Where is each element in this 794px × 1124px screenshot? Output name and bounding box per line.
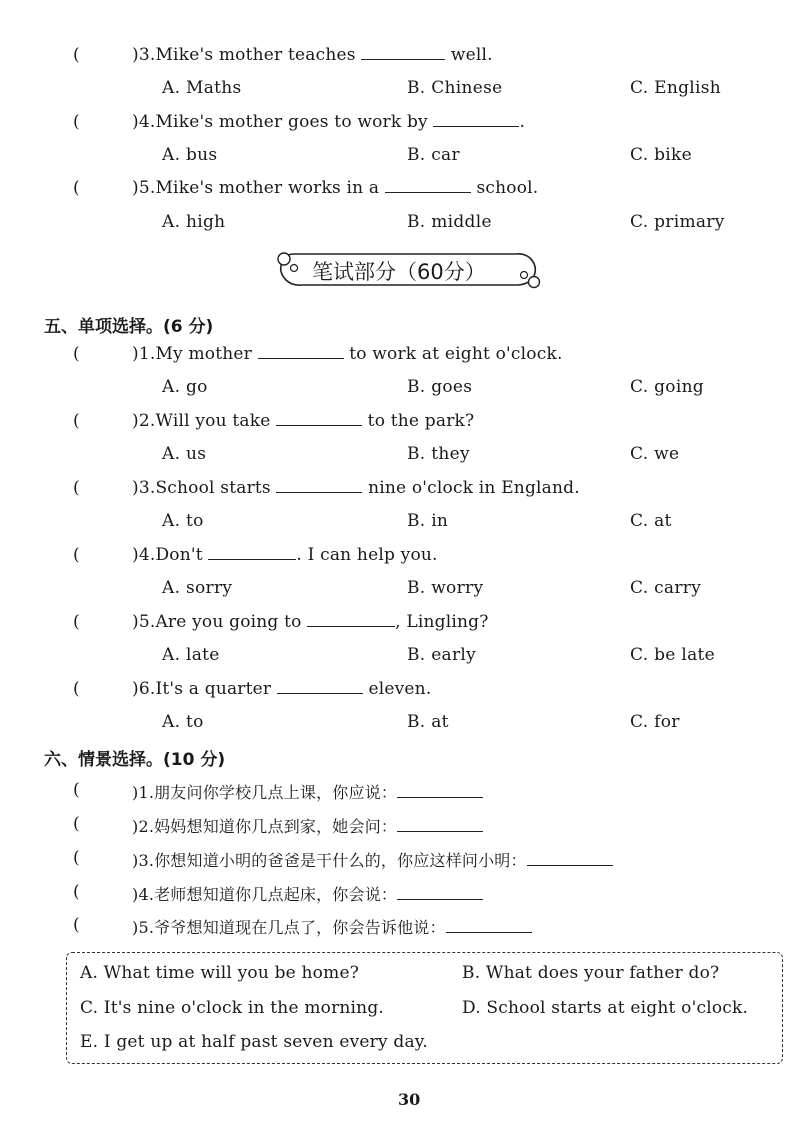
- answer-paren[interactable]: (: [73, 411, 80, 431]
- option-a[interactable]: A. sorry: [162, 578, 233, 598]
- option-c[interactable]: C. for: [630, 712, 680, 732]
- answer-blank[interactable]: [397, 885, 483, 900]
- answer-blank[interactable]: [208, 545, 296, 560]
- answer-blank[interactable]: [276, 411, 362, 426]
- answer-paren[interactable]: (: [73, 612, 80, 632]
- answer-blank[interactable]: [527, 851, 613, 866]
- section-banner: 笔试部分（60分）: [312, 260, 486, 284]
- answer-paren[interactable]: (: [73, 344, 80, 364]
- answer-paren[interactable]: (: [73, 178, 80, 198]
- option-a[interactable]: A. Maths: [162, 78, 242, 98]
- choice-b: B. What does your father do?: [462, 963, 720, 983]
- answer-paren[interactable]: (: [73, 814, 80, 834]
- answer-blank[interactable]: [397, 817, 483, 832]
- question-stem: )5.Are you going to , Lingling?: [132, 612, 489, 632]
- question-stem: )3.School starts nine o'clock in England.: [132, 478, 580, 498]
- option-c[interactable]: C. primary: [630, 212, 725, 232]
- answer-paren[interactable]: (: [73, 45, 80, 65]
- section-6-title: 六、情景选择。(10 分): [44, 750, 226, 770]
- question-stem: )4.老师想知道你几点起床，你会说：: [132, 882, 483, 905]
- option-c[interactable]: C. going: [630, 377, 704, 397]
- answer-blank[interactable]: [277, 679, 363, 694]
- answer-blank[interactable]: [446, 918, 532, 933]
- option-b[interactable]: B. at: [407, 712, 449, 732]
- option-b[interactable]: B. Chinese: [407, 78, 503, 98]
- question-stem: )5.Mike's mother works in a school.: [132, 178, 539, 198]
- answer-blank[interactable]: [307, 612, 395, 627]
- question-stem: )2.Will you take to the park?: [132, 411, 475, 431]
- option-c[interactable]: C. English: [630, 78, 721, 98]
- option-b[interactable]: B. early: [407, 645, 477, 665]
- choice-e: E. I get up at half past seven every day.: [80, 1032, 428, 1052]
- page-number: 30: [398, 1090, 421, 1109]
- answer-blank[interactable]: [397, 783, 483, 798]
- answer-blank[interactable]: [385, 178, 471, 193]
- option-b[interactable]: B. middle: [407, 212, 492, 232]
- answer-paren[interactable]: (: [73, 848, 80, 868]
- question-stem: )1.朋友问你学校几点上课，你应说：: [132, 780, 483, 803]
- answer-paren[interactable]: (: [73, 112, 80, 132]
- option-a[interactable]: A. to: [162, 511, 204, 531]
- question-stem: )3.你想知道小明的爸爸是干什么的，你应这样问小明：: [132, 848, 613, 871]
- choice-d: D. School starts at eight o'clock.: [462, 998, 749, 1018]
- option-b[interactable]: B. worry: [407, 578, 484, 598]
- option-b[interactable]: B. they: [407, 444, 470, 464]
- answer-blank[interactable]: [433, 112, 519, 127]
- question-stem: )4.Don't . I can help you.: [132, 545, 438, 565]
- option-c[interactable]: C. at: [630, 511, 672, 531]
- section-5-title: 五、单项选择。(6 分): [44, 317, 214, 337]
- answer-blank[interactable]: [361, 45, 445, 60]
- answer-paren[interactable]: (: [73, 478, 80, 498]
- option-b[interactable]: B. car: [407, 145, 460, 165]
- option-b[interactable]: B. goes: [407, 377, 473, 397]
- choice-a: A. What time will you be home?: [80, 963, 360, 983]
- question-stem: )5.爷爷想知道现在几点了，你会告诉他说：: [132, 915, 532, 938]
- question-stem: )4.Mike's mother goes to work by .: [132, 112, 526, 132]
- question-stem: )1.My mother to work at eight o'clock.: [132, 344, 563, 364]
- answer-paren[interactable]: (: [73, 679, 80, 699]
- option-c[interactable]: C. be late: [630, 645, 716, 665]
- question-stem: )3.Mike's mother teaches well.: [132, 45, 493, 65]
- option-c[interactable]: C. we: [630, 444, 680, 464]
- answer-paren[interactable]: (: [73, 545, 80, 565]
- answer-paren[interactable]: (: [73, 780, 80, 800]
- question-stem: )6.It's a quarter eleven.: [132, 679, 432, 699]
- option-a[interactable]: A. to: [162, 712, 204, 732]
- option-a[interactable]: A. us: [162, 444, 207, 464]
- choice-c: C. It's nine o'clock in the morning.: [80, 998, 385, 1018]
- option-a[interactable]: A. bus: [162, 145, 218, 165]
- option-a[interactable]: A. high: [162, 212, 226, 232]
- option-a[interactable]: A. go: [162, 377, 208, 397]
- answer-blank[interactable]: [276, 478, 362, 493]
- answer-blank[interactable]: [258, 344, 344, 359]
- answer-paren[interactable]: (: [73, 915, 80, 935]
- option-b[interactable]: B. in: [407, 511, 449, 531]
- option-a[interactable]: A. late: [162, 645, 220, 665]
- option-c[interactable]: C. carry: [630, 578, 702, 598]
- question-stem: )2.妈妈想知道你几点到家，她会问：: [132, 814, 483, 837]
- answer-paren[interactable]: (: [73, 882, 80, 902]
- option-c[interactable]: C. bike: [630, 145, 692, 165]
